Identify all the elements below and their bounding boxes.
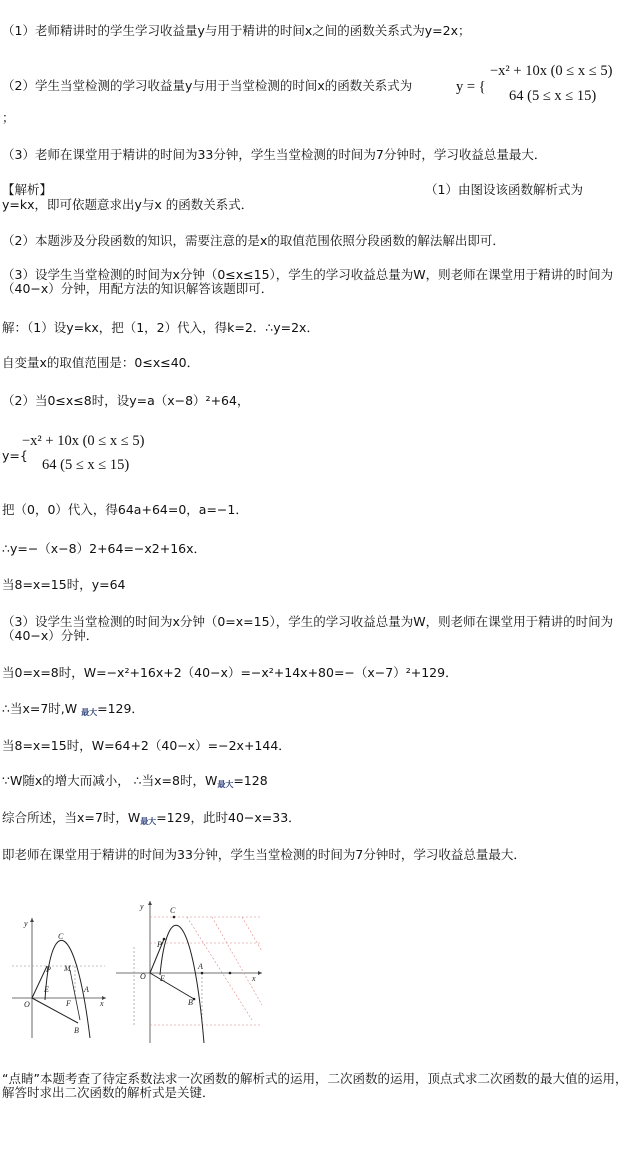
solution-6: ∴y=−（x−8）2+64=−x2+16x． — [2, 541, 207, 556]
fig1-label-o: O — [24, 1000, 30, 1009]
solution-8: （3）设学生当堂检测的时间为x分钟（0=x=15），学生的学习收益总量为W，则老师在课堂用于精讲的时间为（40−x）分钟． — [2, 614, 614, 643]
analysis-intro: （1）由图设该函数解析式为 — [425, 182, 583, 197]
piecewise-repeat-row-1: −x² + 10x (0 ≤ x ≤ 5) — [22, 433, 145, 449]
analysis-heading: 【解析】 — [2, 182, 53, 197]
answer-3: （3）老师在课堂用于精讲的时间为33分钟，学生当堂检测的时间为7分钟时，学习收益总量最大． — [2, 147, 547, 162]
fig2-label-e: E — [160, 974, 165, 983]
fig1-label-x: x — [100, 999, 104, 1008]
solution-14: 即老师在课堂用于精讲的时间为33分钟，学生当堂检测的时间为7分钟时，学习收益总量最大． — [2, 847, 526, 862]
piecewise-row-2: 64 (5 ≤ x ≤ 15) — [509, 88, 597, 104]
fig1-label-c: C — [58, 932, 64, 941]
analysis-p3: （3）设学生当堂检测的时间为x分钟（0≤x≤15），学生的学习收益总量为W，则老师在课堂用于精讲的时间为（40−x）分钟，用配方法的知识解答该题即可． — [2, 267, 614, 296]
solution-13: 综合所述，当x=7时，$W_{最大}=129$，此时40−x=33． — [2, 810, 301, 826]
solution-4-y: y={ — [2, 448, 28, 463]
answer-2-semicolon: ； — [2, 110, 15, 125]
analysis-intro-cont: y=kx，即可依题意求出y与x 的函数关系式． — [2, 197, 254, 212]
answer-1: （1）老师精讲时的学生学习收益量y与用于精讲的时间x之间的函数关系式为y=2x； — [2, 23, 471, 38]
fig2-label-x: x — [252, 974, 256, 983]
fig2-label-c: C — [170, 906, 176, 915]
solution-12: ∵W随x的增大而减小， ∴当x=8时，$W_{最大}=128$ — [2, 773, 268, 789]
fig2-label-o: O — [140, 972, 146, 981]
answer-2-text: （2）学生当堂检测的学习收益量y与用于当堂检测的时间x的函数关系式为 — [2, 78, 413, 93]
solution-11: 当8=x=15时，W=64+2（40−x）=−2x+144． — [2, 738, 291, 753]
solution-1: 解：（1）设y=kx，把（1，2）代入，得k=2．∴y=2x． — [2, 320, 319, 335]
solution-3: （2）当0≤x≤8时，设y=a（x−8）²+64， — [2, 393, 250, 408]
figure-2-graph — [112, 895, 268, 1045]
fig2-label-a: A — [198, 962, 203, 971]
answer-2-y: y = { — [456, 79, 486, 95]
fig1-label-p: P — [46, 965, 51, 974]
solution-10: ∴当x=7时,W $_{最大}$=129． — [2, 701, 144, 717]
fig2-label-p: P — [157, 940, 162, 949]
solution-7: 当8=x=15时，y=64 — [2, 577, 126, 592]
figure-1-graph — [10, 910, 110, 1040]
fig1-label-a: A — [84, 985, 89, 994]
analysis-p2: （2）本题涉及分段函数的知识，需要注意的是x的取值范围依照分段函数的解法解出即可． — [2, 233, 505, 248]
fig1-label-m: M — [64, 964, 71, 973]
solution-5: 把（0，0）代入，得64a+64=0，a=−1． — [2, 502, 248, 517]
comment-note: “点睛”本题考查了待定系数法求一次函数的解析式的运用，二次函数的运用，顶点式求二次函数的最大值的运用，解答时求出二次函数的解析式是关键． — [2, 1071, 628, 1100]
solution-9: 当0=x=8时，W=−x²+16x+2（40−x）=−x²+14x+80=−（x−7）²+129． — [2, 665, 458, 680]
solution-2: 自变量x的取值范围是：0≤x≤40． — [2, 355, 200, 370]
fig1-label-y: y — [24, 919, 28, 928]
fig2-label-y: y — [140, 902, 144, 911]
fig1-label-e: E — [44, 985, 49, 994]
fig2-label-b: B — [188, 998, 193, 1007]
fig1-label-b: B — [74, 1026, 79, 1035]
fig1-label-f: F — [66, 999, 71, 1008]
piecewise-row-1: −x² + 10x (0 ≤ x ≤ 5) — [490, 63, 613, 79]
piecewise-repeat-row-2: 64 (5 ≤ x ≤ 15) — [42, 457, 130, 473]
